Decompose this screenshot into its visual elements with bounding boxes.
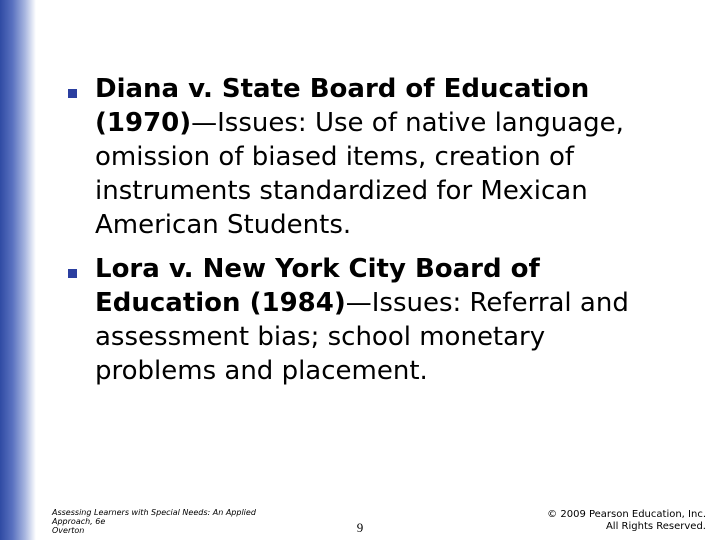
- copyright-text: © 2009 Pearson Education, Inc.: [547, 509, 706, 520]
- book-title-line1: Assessing Learners with Special Needs: An Applied: [52, 508, 256, 517]
- slide-content: [64, 72, 674, 398]
- rights-text: All Rights Reserved.: [605, 521, 706, 532]
- em-dash: —: [191, 108, 218, 138]
- footer-book-info: [52, 508, 262, 535]
- bullet-item-diana: [64, 72, 674, 242]
- footer-copyright: [486, 509, 706, 533]
- book-author: Overton: [52, 526, 85, 535]
- bullet-item-lora: [64, 252, 674, 388]
- book-title-line2: Approach, 6e: [52, 517, 106, 526]
- square-bullet-icon: [68, 89, 77, 98]
- case-issues: Issues: Referral and assessment bias; school monetary problems and placement.: [95, 288, 629, 386]
- case-name: Lora v. New York City Board of Education (1984): [95, 254, 540, 318]
- case-name: Diana v. State Board of Education (1970): [95, 74, 590, 138]
- page-number: 9: [356, 520, 364, 535]
- em-dash: —: [345, 288, 372, 318]
- case-issues: Issues: Use of native language, omission of biased items, creation of instruments standardized for Mexican American Students.: [95, 108, 624, 240]
- left-decorative-band: [0, 0, 36, 540]
- square-bullet-icon: [68, 269, 77, 278]
